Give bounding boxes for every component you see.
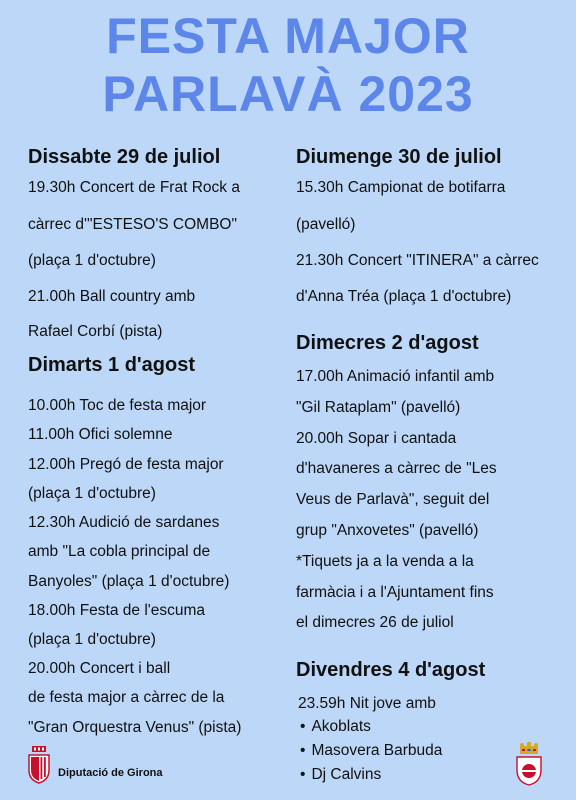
event-line: càrrec d'"ESTESO'S COMBO" [28, 216, 237, 233]
diputacio-girona-logo-icon [28, 746, 50, 784]
day-heading: Dimarts 1 d'agost [28, 354, 196, 376]
day-heading: Divendres 4 d'agost [296, 659, 486, 681]
event-line: 21.00h Ball country amb [28, 288, 196, 305]
event-line: amb "La cobla principal de [28, 543, 211, 560]
event-line: Rafael Corbí (pista) [28, 323, 163, 340]
event-line: 17.00h Animació infantil amb [296, 368, 495, 385]
event-line: 15.30h Campionat de botifarra [296, 179, 506, 196]
event-line: grup "Anxovetes" (pavelló) [296, 522, 479, 539]
poster-title-line2: PARLAVÀ 2023 [102, 66, 474, 122]
event-line: farmàcia i a l'Ajuntament fins [296, 584, 494, 601]
event-line: (plaça 1 d'octubre) [28, 252, 156, 269]
event-line: 12.30h Audició de sardanes [28, 514, 220, 531]
event-line: 20.00h Sopar i cantada [296, 430, 457, 447]
event-line: (plaça 1 d'octubre) [28, 485, 156, 502]
event-line: d'Anna Tréa (plaça 1 d'octubre) [296, 288, 512, 305]
event-line: el dimecres 26 de juliol [296, 614, 454, 631]
lineup-item: • Masovera Barbuda [300, 741, 442, 761]
event-line: 10.00h Toc de festa major [28, 397, 207, 414]
day-heading: Dissabte 29 de juliol [28, 146, 221, 168]
day-heading: Dimecres 2 d'agost [296, 332, 479, 354]
event-line: d'havaneres a càrrec de "Les [296, 460, 497, 477]
event-line: 12.00h Pregó de festa major [28, 456, 224, 473]
event-line: 18.00h Festa de l'escuma [28, 602, 206, 619]
event-line: "Gran Orquestra Venus" (pista) [28, 719, 242, 736]
event-line: 21.30h Concert "ITINERA" a càrrec [296, 252, 539, 269]
poster-title-line1: FESTA MAJOR [106, 8, 470, 64]
lineup-item: • Dj Calvins [300, 765, 381, 785]
event-line: 19.30h Concert de Frat Rock a [28, 179, 240, 196]
sponsor-name: Diputació de Girona [58, 767, 163, 779]
event-line: (plaça 1 d'octubre) [28, 631, 156, 648]
town-crest-icon [514, 740, 544, 786]
event-line: Veus de Parlavà", seguit del [296, 491, 490, 508]
event-line: 23.59h Nit jove amb [298, 695, 436, 712]
event-line: de festa major a càrrec de la [28, 689, 225, 706]
event-line: 20.00h Concert i ball [28, 660, 171, 677]
day-heading: Diumenge 30 de juliol [296, 146, 502, 168]
lineup-item: • Akoblats [300, 717, 371, 737]
event-line: Banyoles" (plaça 1 d'octubre) [28, 573, 230, 590]
event-line: *Tiquets ja a la venda a la [296, 553, 474, 570]
event-line: 11.00h Ofici solemne [28, 426, 173, 443]
event-line: (pavelló) [296, 216, 356, 233]
event-line: "Gil Rataplam" (pavelló) [296, 399, 461, 416]
